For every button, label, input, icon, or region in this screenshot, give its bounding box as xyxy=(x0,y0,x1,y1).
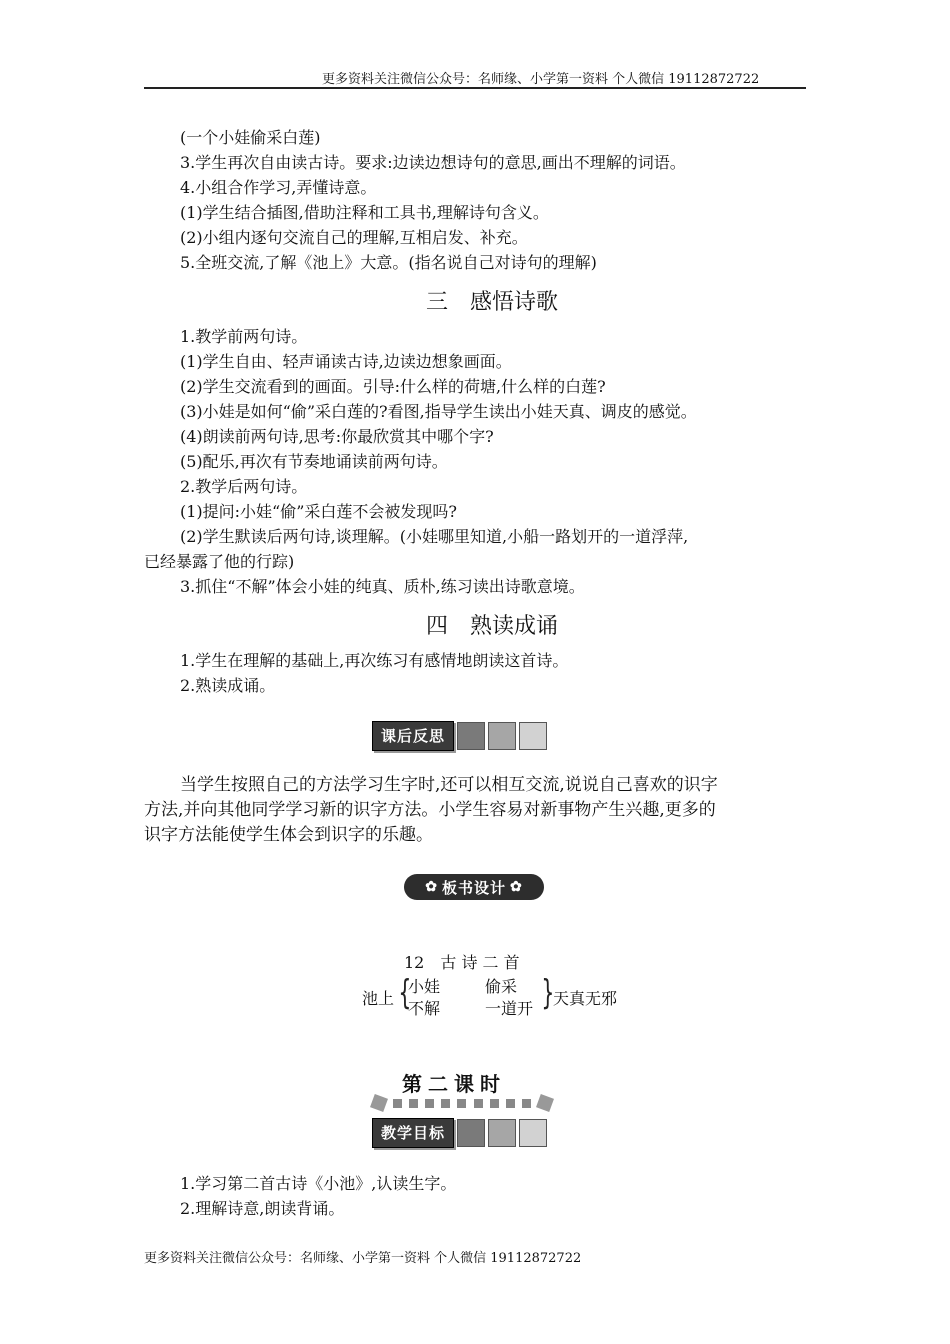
banner-square xyxy=(488,1119,516,1147)
text-line: (2)学生默读后两句诗,谈理解。(小娃哪里知道,小船一路划开的一道浮萍, xyxy=(180,527,689,546)
banner-label: 课后反思 xyxy=(372,721,454,751)
section-heading: 三 感悟诗歌 xyxy=(426,290,559,315)
board-cell: 偷采 xyxy=(485,977,518,996)
text-line: 1.教学前两句诗。 xyxy=(180,327,308,346)
text-line: 已经暴露了他的行踪) xyxy=(144,552,295,571)
text-line: 3.学生再次自由读古诗。要求:边读边想诗句的意思,画出不理解的词语。 xyxy=(180,153,686,172)
banner-square xyxy=(519,722,547,750)
page-header: 更多资料关注微信公众号：名师缘、小学第一资料 个人微信 19112872722 xyxy=(322,72,760,87)
star-icon: ✿ xyxy=(510,879,523,895)
text-line: 识字方法能使学生体会到识字的乐趣。 xyxy=(144,825,433,845)
text-line: (一个小娃偷采白莲) xyxy=(180,128,321,147)
banner-square xyxy=(457,1119,485,1147)
board-banner xyxy=(404,874,544,900)
text-line: (2)学生交流看到的画面。引导:什么样的荷塘,什么样的白莲? xyxy=(180,377,606,396)
board-cell: 不解 xyxy=(408,999,441,1018)
board-right: 天真无邪 xyxy=(553,989,618,1008)
board-cell: 一道开 xyxy=(485,999,534,1018)
banner-square xyxy=(519,1119,547,1147)
board-cell: 小娃 xyxy=(408,977,441,996)
text-line: 4.小组合作学习,弄懂诗意。 xyxy=(180,178,377,197)
text-line: (5)配乐,再次有节奏地诵读前两句诗。 xyxy=(180,452,448,471)
text-line: 1.学习第二首古诗《小池》,认读生字。 xyxy=(180,1174,457,1193)
banner-square xyxy=(457,722,485,750)
reflection-banner xyxy=(372,721,547,751)
text-line: 2.教学后两句诗。 xyxy=(180,477,308,496)
banner-label: 教学目标 xyxy=(372,1118,454,1148)
page-footer: 更多资料关注微信公众号：名师缘、小学第一资料 个人微信 19112872722 xyxy=(144,1251,582,1266)
text-line: (1)学生结合插图,借助注释和工具书,理解诗句含义。 xyxy=(180,203,549,222)
text-line: 2.理解诗意,朗读背诵。 xyxy=(180,1199,345,1218)
decorative-dash-bar xyxy=(372,1096,552,1110)
right-brace: } xyxy=(541,973,555,1013)
text-line: 当学生按照自己的方法学习生字时,还可以相互交流,说说自己喜欢的识字 xyxy=(180,775,718,795)
text-line: (3)小娃是如何“偷”采白莲的?看图,指导学生读出小娃天真、调皮的感觉。 xyxy=(180,402,697,421)
text-line: 5.全班交流,了解《池上》大意。(指名说自己对诗句的理解) xyxy=(180,253,597,272)
text-line: (4)朗读前两句诗,思考:你最欣赏其中哪个字? xyxy=(180,427,494,446)
lesson-title: 第二课时 xyxy=(402,1072,506,1096)
banner-square xyxy=(488,722,516,750)
text-line: (1)提问:小娃“偷”采白莲不会被发现吗? xyxy=(180,502,457,521)
text-line: (2)小组内逐句交流自己的理解,互相启发、补充。 xyxy=(180,228,528,247)
board-left: 池上 xyxy=(362,989,395,1008)
text-line: (1)学生自由、轻声诵读古诗,边读边想象画面。 xyxy=(180,352,512,371)
objectives-banner xyxy=(372,1118,547,1148)
left-brace: { xyxy=(398,973,412,1013)
header-rule xyxy=(144,87,806,89)
section-heading: 四 熟读成诵 xyxy=(426,614,559,639)
banner-label: 板书设计 xyxy=(441,878,506,897)
board-title: 12 古 诗 二 首 xyxy=(404,953,520,972)
text-line: 3.抓住“不解”体会小娃的纯真、质朴,练习读出诗歌意境。 xyxy=(180,577,585,596)
text-line: 2.熟读成诵。 xyxy=(180,676,276,695)
star-icon: ✿ xyxy=(425,879,438,895)
text-line: 1.学生在理解的基础上,再次练习有感情地朗读这首诗。 xyxy=(180,651,569,670)
text-line: 方法,并向其他同学学习新的识字方法。小学生容易对新事物产生兴趣,更多的 xyxy=(144,800,716,820)
